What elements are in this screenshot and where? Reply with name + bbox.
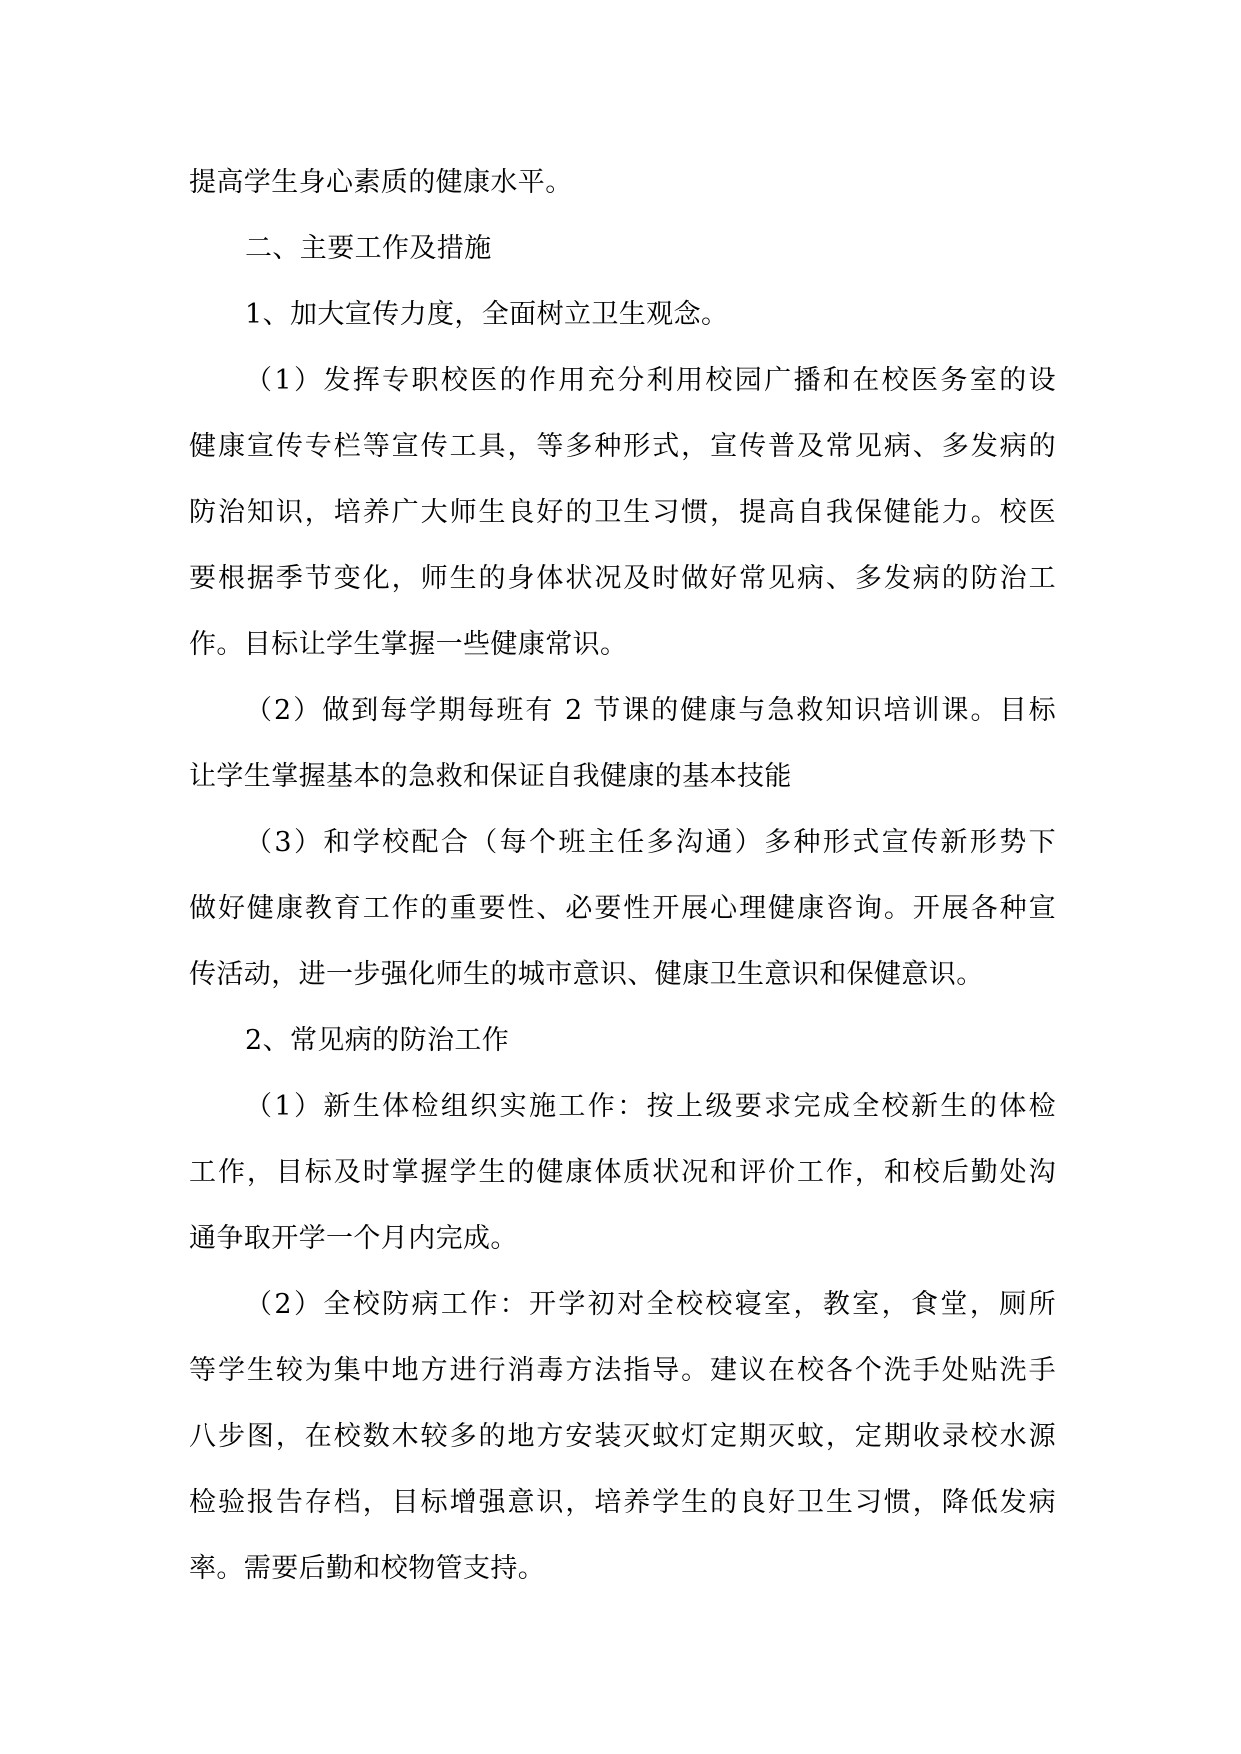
text-line-20: 八步图，在校数木较多的地方安装灭蚊灯定期灭蚊，定期收录校水源: [189, 1421, 1056, 1452]
document-body: [189, 150, 1056, 1602]
text-line-4: （1）发挥专职校医的作用充分利用校园广播和在校医务室的设: [245, 365, 1056, 396]
text-line-1: 提高学生身心素质的健康水平。: [189, 167, 573, 198]
text-line-12: 做好健康教育工作的重要性、必要性开展心理健康咨询。开展各种宣: [189, 893, 1056, 924]
text-line-10: 让学生掌握基本的急救和保证自我健康的基本技能: [189, 761, 792, 792]
text-line-9: （2）做到每学期每班有 2 节课的健康与急救知识培训课。目标: [245, 695, 1056, 726]
text-line-7: 要根据季节变化，师生的身体状况及时做好常见病、多发病的防治工: [189, 563, 1056, 594]
subsection-heading-1: 1、加大宣传力度，全面树立卫生观念。: [245, 299, 729, 330]
text-line-19: 等学生较为集中地方进行消毒方法指导。建议在校各个洗手处贴洗手: [189, 1355, 1056, 1386]
text-line-11: （3）和学校配合（每个班主任多沟通）多种形式宣传新形势下: [245, 827, 1056, 858]
section-heading-2: 二、主要工作及措施: [245, 233, 492, 264]
text-line-17: 通争取开学一个月内完成。: [189, 1223, 518, 1254]
text-line-5: 健康宣传专栏等宣传工具，等多种形式，宣传普及常见病、多发病的: [189, 431, 1056, 462]
text-line-8: 作。目标让学生掌握一些健康常识。: [189, 629, 628, 660]
text-line-16: 工作，目标及时掌握学生的健康体质状况和评价工作，和校后勤处沟: [189, 1157, 1056, 1188]
text-line-21: 检验报告存档，目标增强意识，培养学生的良好卫生习惯，降低发病: [189, 1487, 1056, 1518]
text-line-6: 防治知识，培养广大师生良好的卫生习惯，提高自我保健能力。校医: [189, 497, 1056, 528]
text-line-22: 率。需要后勤和校物管支持。: [189, 1553, 546, 1584]
text-line-18: （2）全校防病工作：开学初对全校校寝室，教室，食堂，厕所: [245, 1289, 1056, 1320]
text-line-15: （1）新生体检组织实施工作：按上级要求完成全校新生的体检: [245, 1091, 1056, 1122]
text-line-13: 传活动，进一步强化师生的城市意识、健康卫生意识和保健意识。: [189, 959, 984, 990]
subsection-heading-2: 2、常见病的防治工作: [245, 1025, 510, 1056]
